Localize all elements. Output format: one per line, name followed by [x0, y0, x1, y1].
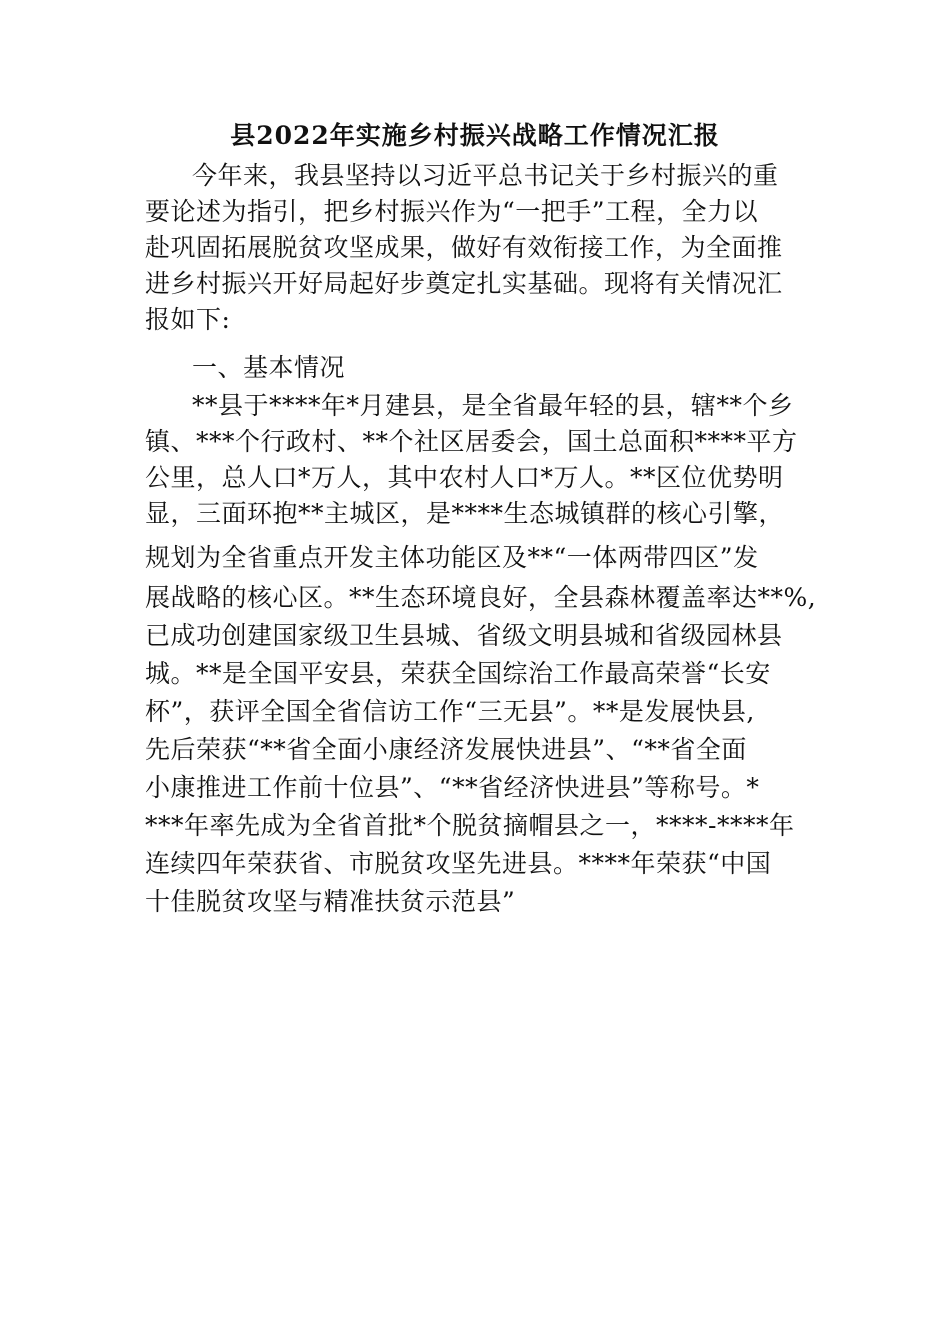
text-line: ***年率先成为全省首批*个脱贫摘帽县之一，****-****年: [145, 811, 795, 840]
text-line: 规划为全省重点开发主体功能区及**“一体两带四区”发: [145, 543, 759, 572]
document-title: 县2022年实施乡村振兴战略工作情况汇报: [230, 121, 720, 150]
text-line: 赴巩固拓展脱贫攻坚成果，做好有效衔接工作，为全面推: [145, 233, 783, 262]
text-line: 城。**是全国平安县，荣获全国综治工作最高荣誉“长安: [145, 659, 771, 688]
text-line: 杯”，获评全国全省信访工作“三无县”。**是发展快县,: [145, 697, 755, 726]
text-line: 进乡村振兴开好局起好步奠定扎实基础。现将有关情况汇: [145, 269, 783, 298]
text-line: 展战略的核心区。**生态环境良好，全县森林覆盖率达**%,: [145, 583, 817, 612]
text-line: 小康推进工作前十位县”、“**省经济快进县”等称号。*: [145, 773, 760, 802]
text-line: 先后荣获“**省全面小康经济发展快进县”、“**省全面: [145, 735, 747, 764]
text-line: 十佳脱贫攻坚与精准扶贫示范县”: [145, 887, 516, 916]
text-line: 公里，总人口*万人，其中农村人口*万人。**区位优势明: [145, 463, 784, 492]
text-line: 显，三面环抱**主城区，是****生态城镇群的核心引擎，: [145, 499, 785, 528]
section-heading: 一、基本情况: [192, 353, 346, 382]
text-line: 今年来，我县坚持以习近平总书记关于乡村振兴的重: [192, 161, 779, 190]
text-line: **县于****年*月建县，是全省最年轻的县，辖**个乡: [192, 391, 794, 420]
text-line: 连续四年荣获省、市脱贫攻坚先进县。****年荣获“中国: [145, 849, 772, 878]
text-line: 报如下:: [145, 305, 231, 334]
text-line: 已成功创建国家级卫生县城、省级文明县城和省级园林县: [145, 621, 783, 650]
text-line: 要论述为指引，把乡村振兴作为“一把手”工程，全力以: [145, 197, 759, 226]
text-line: 镇、***个行政村、**个社区居委会，国土总面积****平方: [145, 427, 798, 456]
